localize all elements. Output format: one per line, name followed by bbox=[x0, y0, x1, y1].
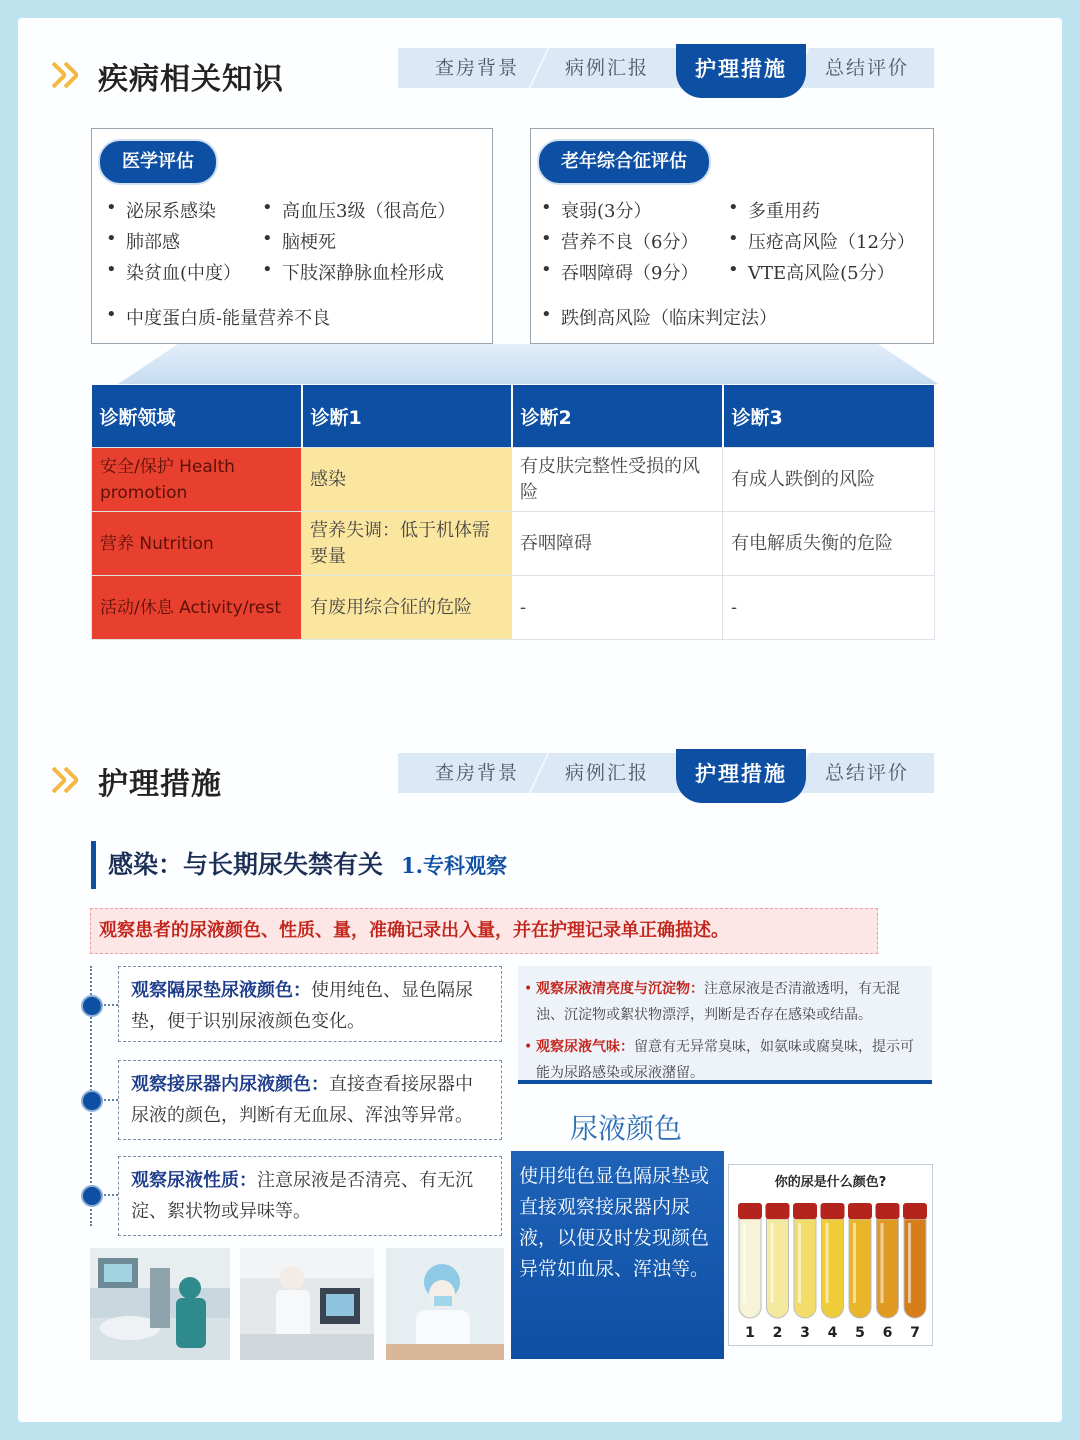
geriatric-item: • 吞咽障碍（9分） bbox=[561, 259, 698, 285]
nursing-photo-icu bbox=[90, 1248, 230, 1360]
observation-item bbox=[118, 966, 502, 1042]
header-domain: 诊断领域 bbox=[92, 385, 302, 448]
tube-label: 3 bbox=[800, 1325, 810, 1341]
tube-label: 1 bbox=[745, 1325, 755, 1341]
section-tabs bbox=[398, 749, 934, 795]
cell-diagnosis-2: 有皮肤完整性受损的风险 bbox=[512, 448, 723, 512]
tube-highlight bbox=[771, 1223, 774, 1303]
tube-highlight bbox=[826, 1223, 829, 1303]
tube-liquid bbox=[877, 1219, 899, 1318]
nursing-photo-ward bbox=[240, 1248, 374, 1360]
observation-title: 观察尿液性质： bbox=[131, 1170, 257, 1191]
urine-color-note: 使用纯色显色隔尿垫或直接观察接尿器内尿液，以便及时发现颜色异常如血尿、浑浊等。 bbox=[511, 1151, 724, 1359]
subheading-section: 1.专科观察 bbox=[401, 853, 507, 878]
test-tube bbox=[903, 1203, 927, 1341]
tube-liquid bbox=[849, 1219, 871, 1318]
cell-diagnosis-1: 有废用综合征的危险 bbox=[302, 576, 512, 640]
cell-diagnosis-1: 感染 bbox=[302, 448, 512, 512]
urine-info-box bbox=[518, 966, 932, 1084]
cell-diagnosis-3: 有成人跌倒的风险 bbox=[723, 448, 935, 512]
test-tube bbox=[766, 1203, 790, 1341]
timeline-dot bbox=[81, 995, 103, 1017]
header-diagnosis-2: 诊断2 bbox=[512, 385, 723, 448]
test-tube bbox=[876, 1203, 900, 1341]
timeline-arm bbox=[100, 1099, 118, 1101]
info-title: 观察尿液清亮度与沉淀物： bbox=[536, 981, 704, 997]
table-row bbox=[92, 576, 935, 640]
tube-label: 6 bbox=[882, 1325, 893, 1341]
test-tube bbox=[793, 1203, 817, 1341]
slide-disease-knowledge bbox=[18, 18, 1062, 718]
timeline-arm bbox=[100, 1194, 118, 1196]
slide-title-group bbox=[52, 54, 284, 98]
cell-diagnosis-2: 吞咽障碍 bbox=[512, 512, 723, 576]
geriatric-item: • VTE高风险(5分） bbox=[748, 259, 895, 285]
tube-highlight bbox=[743, 1223, 746, 1303]
subheading-main: 感染：与长期尿失禁有关 bbox=[108, 850, 384, 879]
cell-diagnosis-2: - bbox=[512, 576, 723, 640]
tube-liquid bbox=[822, 1219, 844, 1318]
urine-color-title: 尿液颜色 bbox=[570, 1112, 683, 1145]
header-diagnosis-3: 诊断3 bbox=[723, 385, 935, 448]
tube-liquid bbox=[739, 1219, 761, 1318]
geriatric-item: • 衰弱(3分） bbox=[561, 197, 651, 223]
tube-label: 4 bbox=[827, 1325, 838, 1341]
tube-label: 2 bbox=[772, 1325, 783, 1341]
section-tabs bbox=[398, 44, 934, 90]
observation-text: 注意尿液是否清亮、有无沉淀、絮状物或异味等。 bbox=[131, 1170, 473, 1222]
table-row bbox=[92, 512, 935, 576]
urine-chart-title: 你的尿是什么颜色? bbox=[774, 1175, 887, 1190]
table-header-row bbox=[92, 385, 935, 448]
tab-background[interactable]: 查房背景 bbox=[434, 57, 519, 79]
geriatric-item: • 压疮高风险（12分） bbox=[748, 228, 915, 254]
tube-label: 7 bbox=[910, 1325, 920, 1341]
geriatric-assessment-box bbox=[530, 128, 934, 344]
slide-title: 疾病相关知识 bbox=[98, 62, 284, 97]
medical-item: • 下肢深静脉血栓形成 bbox=[282, 259, 444, 285]
tube-highlight bbox=[798, 1223, 801, 1303]
geriatric-assessment-label: 老年综合征评估 bbox=[537, 139, 711, 185]
timeline-arm bbox=[100, 1004, 118, 1006]
medical-item: • 泌尿系感染 bbox=[126, 197, 216, 223]
geriatric-item: • 营养不良（6分） bbox=[561, 228, 698, 254]
tube-cap bbox=[793, 1203, 817, 1219]
medical-item: • 中度蛋白质-能量营养不良 bbox=[126, 304, 330, 330]
timeline-dot bbox=[81, 1185, 103, 1207]
test-tube bbox=[821, 1203, 845, 1341]
tube-liquid bbox=[767, 1219, 789, 1318]
medical-item: • 肺部感 bbox=[126, 228, 180, 254]
funnel-connector bbox=[118, 344, 938, 384]
observation-title: 观察隔尿垫尿液颜色： bbox=[131, 980, 311, 1001]
tube-highlight bbox=[881, 1223, 884, 1303]
double-chevron-icon bbox=[52, 58, 88, 94]
tab-background[interactable]: 查房背景 bbox=[434, 762, 519, 784]
tab-summary[interactable]: 总结评价 bbox=[824, 57, 909, 79]
slide-title-group bbox=[52, 759, 222, 803]
double-chevron-icon bbox=[52, 763, 88, 799]
diagnosis-table bbox=[91, 385, 936, 640]
tube-highlight bbox=[908, 1223, 911, 1303]
tab-case-report[interactable]: 病例汇报 bbox=[564, 762, 649, 784]
cell-domain: 活动/休息 Activity/rest bbox=[92, 576, 302, 640]
cell-diagnosis-3: - bbox=[723, 576, 935, 640]
info-title: 观察尿液气味： bbox=[536, 1039, 634, 1055]
tube-label: 5 bbox=[855, 1325, 865, 1341]
cell-domain: 营养 Nutrition bbox=[92, 512, 302, 576]
info-text: 注意尿液是否清澈透明，有无混浊、沉淀物或絮状物漂浮，判断是否存在感染或结晶。 bbox=[536, 981, 900, 1023]
observation-text: 直接查看接尿器中尿液的颜色，判断有无血尿、浑浊等异常。 bbox=[131, 1074, 473, 1126]
tube-cap bbox=[738, 1203, 762, 1219]
test-tube bbox=[738, 1203, 762, 1341]
info-item bbox=[536, 1034, 920, 1086]
urine-color-chart bbox=[728, 1164, 933, 1346]
observation-title: 观察接尿器内尿液颜色： bbox=[131, 1074, 329, 1095]
medical-item: • 脑梗死 bbox=[282, 228, 336, 254]
tab-case-report[interactable]: 病例汇报 bbox=[564, 57, 649, 79]
tube-liquid bbox=[904, 1219, 926, 1318]
page bbox=[18, 18, 1062, 1422]
tube-cap bbox=[876, 1203, 900, 1219]
cell-diagnosis-1: 营养失调：低于机体需要量 bbox=[302, 512, 512, 576]
observation-item bbox=[118, 1156, 502, 1236]
tube-cap bbox=[848, 1203, 872, 1219]
header-diagnosis-1: 诊断1 bbox=[302, 385, 512, 448]
observation-item bbox=[118, 1060, 502, 1140]
medical-item: • 高血压3级（很高危） bbox=[282, 197, 455, 223]
nursing-photo-nurse bbox=[386, 1248, 504, 1360]
table-row bbox=[92, 448, 935, 512]
test-tubes-graphic bbox=[729, 1165, 932, 1345]
tube-cap bbox=[821, 1203, 845, 1219]
test-tube bbox=[848, 1203, 872, 1341]
slide-nursing-measures bbox=[18, 723, 1062, 1422]
observation-alert: 观察患者的尿液颜色、性质、量，准确记录出入量，并在护理记录单正确描述。 bbox=[90, 908, 878, 954]
info-item bbox=[536, 976, 920, 1028]
geriatric-item: • 跌倒高风险（临床判定法） bbox=[561, 304, 777, 330]
medical-item: • 染贫血(中度） bbox=[126, 259, 241, 285]
observation-text: 使用纯色、显色隔尿垫，便于识别尿液颜色变化。 bbox=[131, 980, 473, 1032]
tube-liquid bbox=[794, 1219, 816, 1318]
tube-highlight bbox=[853, 1223, 856, 1303]
cell-diagnosis-3: 有电解质失衡的危险 bbox=[723, 512, 935, 576]
tab-summary[interactable]: 总结评价 bbox=[824, 762, 909, 784]
tube-cap bbox=[766, 1203, 790, 1219]
tab-nursing-measures[interactable]: 护理措施 bbox=[676, 749, 806, 803]
medical-assessment-box bbox=[91, 128, 493, 344]
tube-cap bbox=[903, 1203, 927, 1219]
tab-nursing-measures[interactable]: 护理措施 bbox=[676, 44, 806, 98]
cell-domain: 安全/保护 Health promotion bbox=[92, 448, 302, 512]
geriatric-item: • 多重用药 bbox=[748, 197, 820, 223]
slide-title: 护理措施 bbox=[98, 767, 222, 802]
info-text: 留意有无异常臭味，如氨味或腐臭味，提示可能为尿路感染或尿液潴留。 bbox=[536, 1039, 914, 1081]
subheading bbox=[91, 841, 507, 889]
timeline-dot bbox=[81, 1090, 103, 1112]
medical-assessment-label: 医学评估 bbox=[98, 139, 218, 185]
